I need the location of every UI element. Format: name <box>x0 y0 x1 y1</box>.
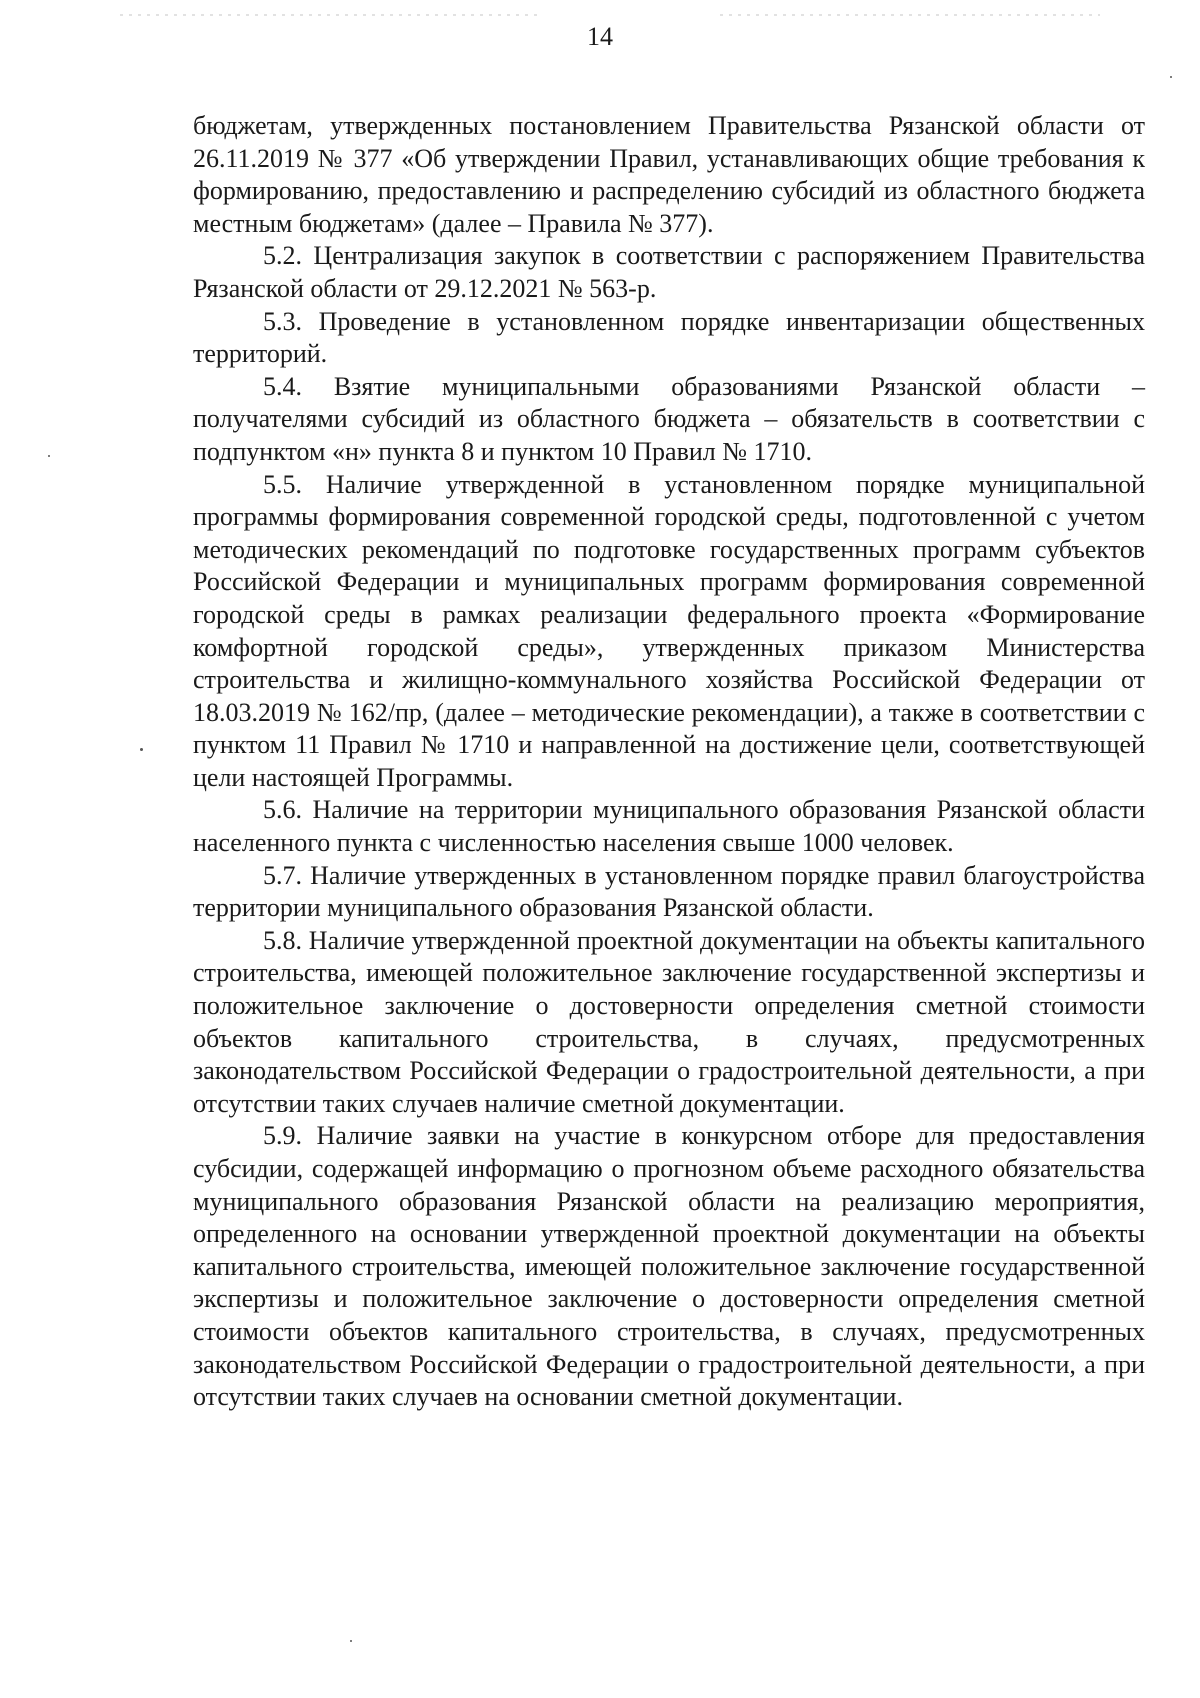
scan-speck <box>350 1640 352 1642</box>
paragraph-5-5: 5.5. Наличие утвержденной в установленном порядке муниципальной программы формирования современной городской среды, подготовленной с учетом методических рекомендаций по подготовке государственных программ субъектов Российской Федерации и муниципальных программ формирования современной городской среды в рамках реализации федерального проекта «Формирование комфортной городской среды», утвержденных приказом Министерства строительства и жилищно-коммунального хозяйства Российской Федерации от 18.03.2019 № 162/пр, (далее – методические рекомендации), а также в соответствии с пунктом 11 Правил № 1710 и направленной на достижение цели, соответствующей цели настоящей Программы. <box>193 469 1145 792</box>
scan-noise-top-right <box>720 14 1100 16</box>
paragraph-5-2: 5.2. Централизация закупок в соответствии с распоряжением Правительства Рязанской области от 29.12.2021 № 563-р. <box>193 241 1145 303</box>
paragraph-5-3: 5.3. Проведение в установленном порядке инвентаризации общественных территорий. <box>193 306 1145 369</box>
paragraph-5-9: 5.9. Наличие заявки на участие в конкурсном отборе для предоставления субсидии, содержащей информацию о прогнозном объеме расходного обязательства муниципального образования Рязанской области на реализацию мероприятия, определенного на основании утвержденной проектной документации на объекты капитального строительства, имеющей положительное заключение государственной экспертизы и положительное заключение о достоверности определения сметной стоимости объектов капитального строительства, в случаях, предусмотренных законодательством Российской Федерации о градостроительной деятельности, а при отсутствии таких случаев на основании сметной документации. <box>193 1121 1145 1412</box>
scan-speck <box>140 748 143 751</box>
paragraph-5-4: 5.4. Взятие муниципальными образованиями Рязанской области – получателями субсидий из областного бюджета – обязательств в соответствии с подпунктом «н» пункта 8 и пунктом 10 Правил № 1710. <box>193 371 1145 466</box>
scan-noise-top-left <box>120 14 540 16</box>
paragraph-5-8: 5.8. Наличие утвержденной проектной документации на объекты капитального строительства, имеющей положительное заключение государственной экспертизы и положительное заключение о достоверности определения сметной стоимости объектов капитального строительства, в случаях, предусмотренных законодательством Российской Федерации о градостроительной деятельности, а при отсутствии таких случаев наличие сметной документации. <box>193 925 1145 1118</box>
paragraph-5-7: 5.7. Наличие утвержденных в установленном порядке правил благоустройства территории муниципального образования Рязанской области. <box>193 860 1145 923</box>
paragraph-5-6: 5.6. Наличие на территории муниципального образования Рязанской области населенного пункта с численностью населения свыше 1000 человек. <box>193 795 1145 858</box>
scan-speck <box>48 455 50 457</box>
page-number: 14 <box>587 22 613 51</box>
document-body <box>193 110 1145 1414</box>
paragraph-continuation: бюджетам, утвержденных постановлением Правительства Рязанской области от 26.11.2019 № 377 «Об утверждении Правил, устанавливающих общие требования к формированию, предоставлению и распределению субсидий из областного бюджета местным бюджетам» (далее – Правила № 377). <box>193 111 1145 238</box>
scan-speck <box>1170 76 1172 78</box>
